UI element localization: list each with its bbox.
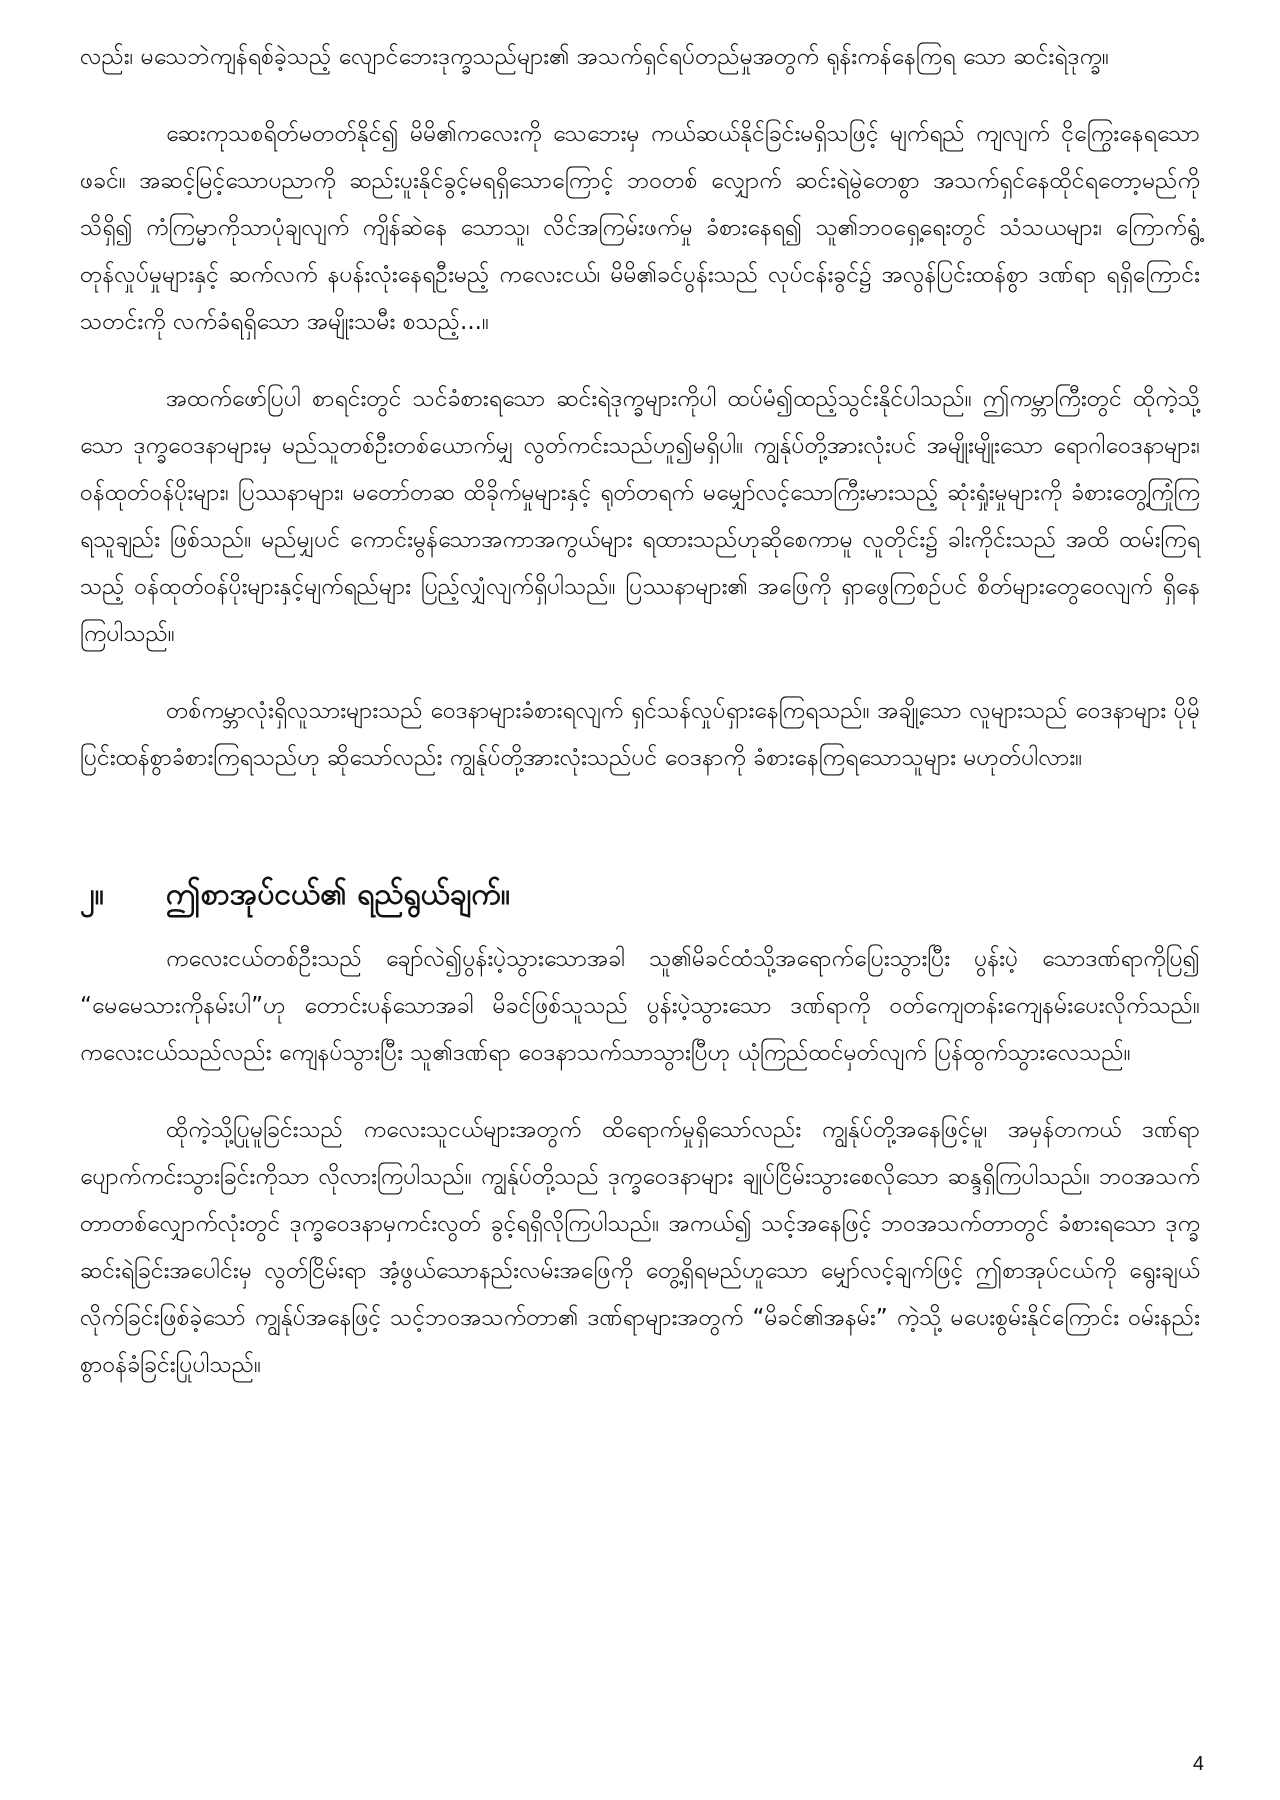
section-number: ၂။ <box>80 877 104 912</box>
paragraph-4: တစ်ကမ္ဘာလုံးရှိလူသားများသည် ဝေဒနာများခံစားရလျက် ရှင်သန်လှုပ်ရှားနေကြရသည်။ အချို့သော လူများသည် ဝေဒနာများ ပိုမိုပြင်းထန်စွာခံစားကြရသည်ဟု ဆိုသော်လည်း ကျွန်ုပ်တို့အားလုံးသည်ပင် ဝေဒနာကို ခံစားနေကြရသောသူများ မဟုတ်ပါလား။ <box>80 698 1200 771</box>
paragraph-2: ဆေးကုသစရိတ်မတတ်နိုင်၍ မိမိ၏ကလေးကို သေဘေးမှ ကယ်ဆယ်နိုင်ခြင်းမရှိသဖြင့် မျက်ရည် ကျလျက် ငိုကြွေးနေရသောဖခင်။ အဆင့်မြင့်သောပညာကို ဆည်းပူးနိုင်ခွင့်မရရှိသောကြောင့် ဘဝတစ် လျှောက် ဆင်းရဲမွဲတေစွာ အသက်ရှင်နေထိုင်ရတော့မည်ကိုသိရှိ၍ ကံကြမ္မာကိုသာပုံချလျက် ကျိန်ဆဲနေ သောသူ၊ လိင်အကြမ်းဖက်မှု ခံစားနေရ၍ သူ၏ဘဝရှေ့ရေးတွင် သံသယများ၊ ကြောက်ရွံ့တုန်လှုပ်မှုများနှင့် ဆက်လက် နပန်းလုံးနေရဦးမည့် ကလေးငယ်၊ မိမိ၏ခင်ပွန်းသည် လုပ်ငန်းခွင်၌ အလွန်ပြင်းထန်စွာ ဒဏ်ရာ ရရှိကြောင်းသတင်းကို လက်ခံရရှိသော အမျိုးသမီး စသည့်...။ <box>80 121 1200 335</box>
section-title: ဤစာအုပ်ငယ်၏ ရည်ရွယ်ချက်။ <box>166 877 510 912</box>
section-spacer <box>80 812 1200 870</box>
section-heading <box>80 870 1200 920</box>
paragraph-3: အထက်ဖော်ပြပါ စာရင်းတွင် သင်ခံစားရသော ဆင်းရဲဒုက္ခများကိုပါ ထပ်မံ၍ထည့်သွင်းနိုင်ပါသည်။ ဤကမ္ဘာကြီးတွင် ထိုကဲ့သို့သော ဒုက္ခဝေဒနာများမှ မည်သူတစ်ဦးတစ်ယောက်မျှ လွတ်ကင်းသည်ဟူ၍မရှိပါ။ ကျွန်ုပ်တို့အားလုံးပင် အမျိုးမျိုးသော ရောဂါဝေဒနာများ၊ ဝန်ထုတ်ဝန်ပိုးများ၊ ပြဿနာများ၊ မတော်တဆ ထိခိုက်မှုများနှင့် ရုတ်တရက် မမျှော်လင့်သောကြီးမားသည့် ဆုံးရှုံးမှုများကို ခံစားတွေ့ကြုံကြရသူချည်း ဖြစ်သည်။ မည်မျှပင် ကောင်းမွန်သောအကာအကွယ်များ ရထားသည်ဟုဆိုစေကာမူ လူတိုင်း၌ ခါးကိုင်းသည် အထိ ထမ်းကြရသည့် ဝန်ထုတ်ဝန်ပိုးများနှင့်မျက်ရည်များ ပြည့်လျှံလျက်ရှိပါသည်။ ပြဿနာများ၏ အဖြေကို ရှာဖွေကြစဉ်ပင် စိတ်များတွေဝေလျက် ရှိနေကြပါသည်။ <box>80 386 1200 647</box>
page-number: 4 <box>1192 1753 1204 1775</box>
paragraph-6: ထိုကဲ့သို့ပြုမူခြင်းသည် ကလေးသူငယ်များအတွက် ထိရောက်မှုရှိသော်လည်း ကျွန်ုပ်တို့အနေဖြင့်မူ၊ အမှန်တကယ် ဒဏ်ရာပျောက်ကင်းသွားခြင်းကိုသာ လိုလားကြပါသည်။ ကျွန်ုပ်တို့သည် ဒုက္ခဝေဒနာများ ချုပ်ငြိမ်းသွားစေလိုသော ဆန္ဒရှိကြပါသည်။ ဘဝအသက်တာတစ်လျှောက်လုံးတွင် ဒုက္ခဝေဒနာမှကင်းလွတ် ခွင့်ရရှိလိုကြပါသည်။ အကယ်၍ သင့်အနေဖြင့် ဘဝအသက်တာတွင် ခံစားရသော ဒုက္ခဆင်းရဲခြင်းအပေါင်းမှ လွတ်ငြိမ်းရာ အံ့ဖွယ်သောနည်းလမ်းအဖြေကို တွေ့ရှိရမည်ဟူသော မျှော်လင့်ချက်ဖြင့် ဤစာအုပ်ငယ်ကို ရွေးချယ်လိုက်ခြင်းဖြစ်ခဲ့သော် ကျွန်ုပ်အနေဖြင့် သင့်ဘဝအသက်တာ၏ ဒဏ်ရာများအတွက် “မိခင်၏အနမ်း” ကဲ့သို့ မပေးစွမ်းနိုင်ကြောင်း ဝမ်းနည်းစွာဝန်ခံခြင်းပြုပါသည်။ <box>80 1117 1200 1378</box>
paragraph-1: လည်း၊ မသေဘဲကျန်ရစ်ခဲ့သည့် လျောင်ဘေးဒုက္ခသည်များ၏ အသက်ရှင်ရပ်တည်မှုအတွက် ရုန်းကန်နေကြရ သော ဆင်းရဲဒုက္ခ။ <box>80 44 1109 70</box>
paragraph-5: ကလေးငယ်တစ်ဦးသည် ချော်လဲ၍ပွန်းပဲ့သွားသောအခါ သူ၏မိခင်ထံသို့အရောက်ပြေးသွားပြီး ပွန်းပဲ့ သောဒဏ်ရာကိုပြ၍ “မေမေသားကိုနမ်းပါ”ဟု တောင်းပန်သောအခါ မိခင်ဖြစ်သူသည် ပွန်းပဲ့သွားသော ဒဏ်ရာကို ဝတ်ကျေတန်းကျေနမ်းပေးလိုက်သည်။ ကလေးငယ်သည်လည်း ကျေနပ်သွားပြီး သူ၏ဒဏ်ရာ ဝေဒနာသက်သာသွားပြီဟု ယုံကြည်ထင်မှတ်လျက် ပြန်ထွက်သွားလေသည်။ <box>80 946 1200 1066</box>
